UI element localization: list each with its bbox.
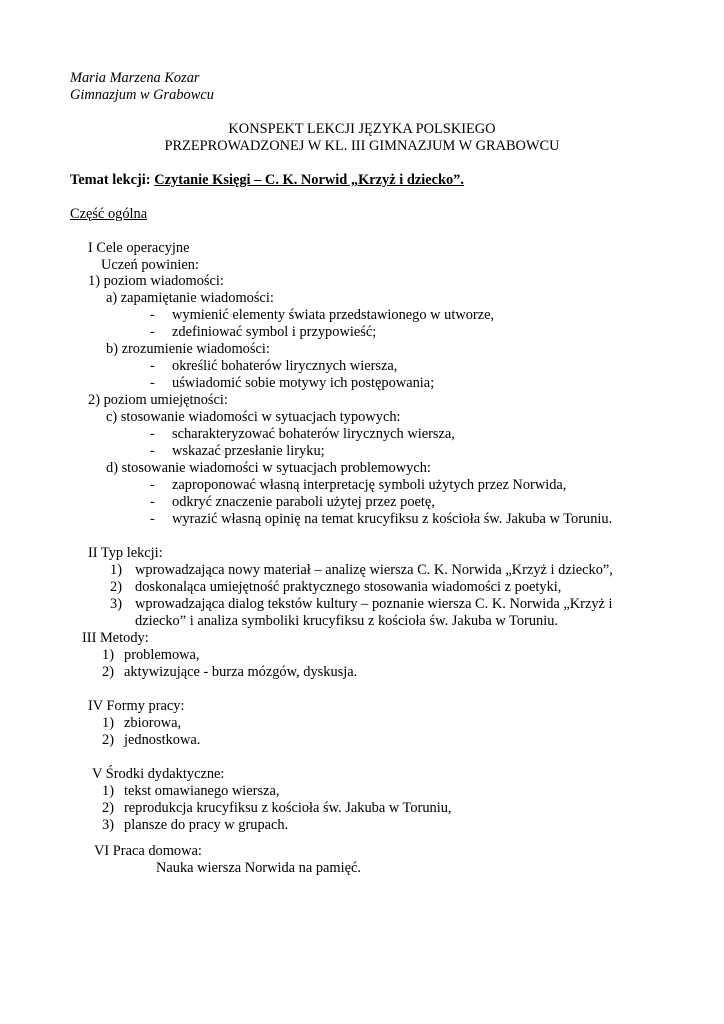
list-item: aktywizujące - burza mózgów, dyskusja. <box>124 664 358 680</box>
subpoint-a: a) zapamiętanie wiadomości: <box>106 290 274 306</box>
list-item: doskonaląca umiejętność praktycznego stosowania wiadomości z poetyki, <box>135 579 562 595</box>
list-item: wyrazić własną opinię na temat krucyfiksu z kościoła św. Jakuba w Toruniu. <box>172 511 613 527</box>
list-dash: - <box>150 511 155 527</box>
list-dash: - <box>150 494 155 510</box>
title-line-1: KONSPEKT LEKCJI JĘZYKA POLSKIEGO <box>228 121 496 137</box>
list-number: 1) <box>110 562 122 578</box>
list-number: 2) <box>102 800 114 816</box>
section-3-heading: III Metody: <box>82 630 149 646</box>
list-item: problemowa, <box>124 647 200 663</box>
list-number: 1) <box>102 647 114 663</box>
title-line-2: PRZEPROWADZONEJ W KL. III GIMNAZJUM W GRABOWCU <box>164 138 560 154</box>
list-dash: - <box>150 307 155 323</box>
author-school: Gimnazjum w Grabowcu <box>70 87 214 103</box>
list-number: 3) <box>110 596 122 612</box>
author-name: Maria Marzena Kozar <box>70 70 200 86</box>
list-number: 3) <box>102 817 114 833</box>
list-item: wprowadzająca dialog tekstów kultury – poznanie wiersza C. K. Norwida „Krzyż i <box>135 596 613 612</box>
list-dash: - <box>150 426 155 442</box>
list-item: uświadomić sobie motywy ich postępowania; <box>172 375 435 391</box>
list-dash: - <box>150 358 155 374</box>
subpoint-d: d) stosowanie wiadomości w sytuacjach problemowych: <box>106 460 431 476</box>
section-4-heading: IV Formy pracy: <box>88 698 185 714</box>
list-item: zdefiniować symbol i przypowieść; <box>172 324 377 340</box>
subpoint-c: c) stosowanie wiadomości w sytuacjach typowych: <box>106 409 401 425</box>
list-item: jednostkowa. <box>124 732 201 748</box>
subpoint-b: b) zrozumienie wiadomości: <box>106 341 270 357</box>
list-item: scharakteryzować bohaterów lirycznych wiersza, <box>172 426 455 442</box>
list-number: 2) <box>102 664 114 680</box>
list-item: tekst omawianego wiersza, <box>124 783 280 799</box>
level-2: 2) poziom umiejętności: <box>88 392 228 408</box>
list-dash: - <box>150 375 155 391</box>
list-item: wymienić elementy świata przedstawionego w utworze, <box>172 307 495 323</box>
lesson-topic <box>70 172 464 189</box>
list-number: 1) <box>102 783 114 799</box>
list-dash: - <box>150 324 155 340</box>
list-item: określić bohaterów lirycznych wiersza, <box>172 358 398 374</box>
list-item: odkryć znaczenie paraboli użytej przez poetę, <box>172 494 435 510</box>
list-item: zbiorowa, <box>124 715 182 731</box>
section-2-heading: II Typ lekcji: <box>88 545 163 561</box>
topic-label: Temat lekcji: <box>70 172 151 188</box>
list-item: zaproponować własną interpretację symboli użytych przez Norwida, <box>172 477 567 493</box>
list-dash: - <box>150 443 155 459</box>
list-number: 1) <box>102 715 114 731</box>
section-1-heading: I Cele operacyjne <box>88 240 190 256</box>
list-item: wprowadzająca nowy materiał – analizę wiersza C. K. Norwida „Krzyż i dziecko”, <box>135 562 613 578</box>
topic-value: Czytanie Księgi – C. K. Norwid „Krzyż i dziecko”. <box>154 172 464 188</box>
list-dash: - <box>150 477 155 493</box>
list-number: 2) <box>102 732 114 748</box>
homework-text: Nauka wiersza Norwida na pamięć. <box>156 860 361 876</box>
section-6-heading: VI Praca domowa: <box>94 843 202 859</box>
level-1: 1) poziom wiadomości: <box>88 273 224 289</box>
list-item-continuation: dziecko” i analiza symboliki krucyfiksu z kościoła św. Jakuba w Toruniu. <box>135 613 559 629</box>
list-item: wskazać przesłanie liryku; <box>172 443 325 459</box>
section-5-heading: V Środki dydaktyczne: <box>92 766 225 782</box>
general-part-heading: Część ogólna <box>70 206 148 222</box>
list-item: reprodukcja krucyfiksu z kościoła św. Jakuba w Toruniu, <box>124 800 452 816</box>
list-number: 2) <box>110 579 122 595</box>
section-1-intro: Uczeń powinien: <box>101 257 199 273</box>
list-item: plansze do pracy w grupach. <box>124 817 289 833</box>
